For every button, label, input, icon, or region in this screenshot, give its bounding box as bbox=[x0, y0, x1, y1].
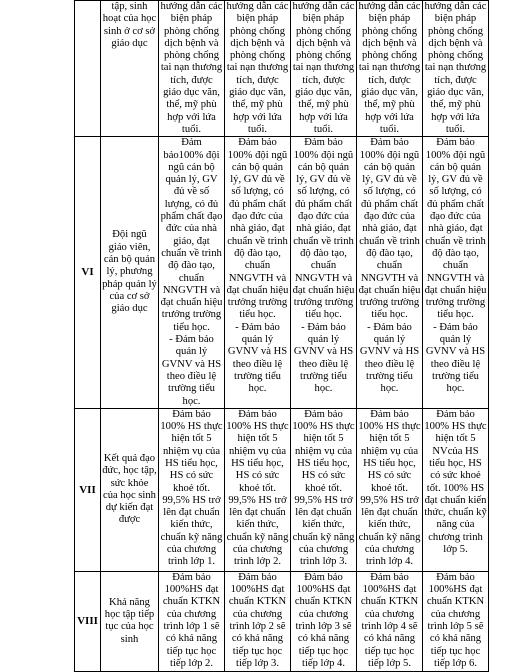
cell-text: Đảm bảo 100% HS thực hiện tốt 5 nhiệm vụ của HS tiểu học, HS có sức khoẻ tốt. 99,5% HS trở lên đạt chuẩn kiến thức, chuẩn kỹ năng của chương trình lớp 3. bbox=[292, 408, 355, 568]
grade-2-cell bbox=[225, 571, 291, 671]
commitment-table bbox=[74, 0, 489, 672]
criterion-text: Khả năng học tập tiếp tục của học sinh bbox=[104, 596, 155, 645]
criterion-text: Đội ngũ giáo viên, cán bộ quản lý, phương pháp quản lý của cơ sở giáo dục bbox=[102, 229, 157, 315]
criterion-text: tập, sinh hoạt của học sinh ở cơ sở giáo dục bbox=[102, 1, 157, 49]
table-row bbox=[75, 408, 489, 571]
cell-text: Đảm bảo 100%HS đạt chuẩn KTKN của chương trình lớp 5 sẽ có khả năng tiếp tục học tiếp lớp 6. bbox=[426, 571, 485, 669]
row-number: VIII bbox=[75, 571, 101, 671]
grade-2-cell bbox=[225, 137, 291, 409]
table-row bbox=[75, 571, 489, 671]
grade-1-cell bbox=[159, 571, 225, 671]
criterion-cell bbox=[101, 408, 159, 571]
cell-text: hướng dẫn các biện pháp phòng chống dịch bệnh và phòng chống tai nạn thương tích, được giáo dục văn, thể, mỹ phù hợp với lứa tuổi. bbox=[292, 1, 355, 135]
row-number: VI bbox=[75, 137, 101, 409]
grade-3-cell bbox=[291, 137, 357, 409]
row-number bbox=[75, 1, 101, 137]
cell-text: Đảm bảo 100% HS thực hiện tốt 5 nhiệm vụ của HS tiểu học, HS có sức khoẻ tốt. 99,5% HS trở lên đạt chuẩn kiến thức, chuẩn kỹ năng của chương trình lớp 4. bbox=[358, 408, 421, 568]
grade-5-cell bbox=[423, 408, 489, 571]
grade-4-cell bbox=[357, 1, 423, 137]
cell-text: Đảm bảo 100% đội ngũ cán bộ quản lý, GV đủ về số lượng, có đủ phẩm chất đạo đức của nhà giáo, đạt chuẩn về trình độ đào tạo, chuẩn NNGVTH và đạt chuẩn hiệu trưởng trường tiểu học. - Đảm bảo quản lý GVNV và HS theo điều lệ trường tiểu học. bbox=[226, 137, 289, 395]
cell-text: Đảm bảo 100% HS thực hiện tốt 5 nhiệm vụ của HS tiểu học, HS có sức khoẻ tốt. 99,5% HS trở lên đạt chuẩn kiến thức, chuẩn kỹ năng của chương trình lớp 1. bbox=[160, 408, 223, 568]
grade-1-cell bbox=[159, 1, 225, 137]
grade-3-cell bbox=[291, 408, 357, 571]
cell-text: Đảm bảo 100% đội ngũ cán bộ quản lý, GV đủ về số lượng, có đủ phẩm chất đạo đức của nhà giáo, đạt chuẩn về trình độ đào tạo, chuẩn NNGVTH và đạt chuẩn hiệu trưởng trường tiểu học. - Đảm bảo quản lý GVNV và HS theo điều lệ trường tiểu học. bbox=[424, 137, 487, 395]
cell-text: Đảm bảo 100% HS thực hiện tốt 5 NVcủa HS tiểu học, HS có sức khoẻ tốt. 100% HS đạt chuẩn kiến thức, chuẩn kỹ năng của chương trình lớp 5. bbox=[424, 408, 487, 556]
criterion-cell bbox=[101, 571, 159, 671]
cell-text: Đảm bảo 100% đội ngũ cán bộ quản lý, GV đủ về số lượng, có đủ phẩm chất đạo đức của nhà giáo, đạt chuẩn về trình độ đào tạo, chuẩn NNGVTH và đạt chuẩn hiệu trưởng trường tiểu học. - Đảm bảo quản lý GVNV và HS theo điều lệ trường tiểu học. bbox=[292, 137, 355, 395]
row-number: VII bbox=[75, 408, 101, 571]
table-row bbox=[75, 1, 489, 137]
grade-4-cell bbox=[357, 571, 423, 671]
grade-1-cell bbox=[159, 408, 225, 571]
grade-3-cell bbox=[291, 571, 357, 671]
criterion-text: Kết quả đạo đức, học tập, sức khỏe của học sinh dự kiến đạt được bbox=[102, 452, 157, 526]
cell-text: hướng dẫn các biện pháp phòng chống dịch bệnh và phòng chống tai nạn thương tích, được giáo dục văn, thể, mỹ phù hợp với lứa tuổi. bbox=[424, 1, 487, 135]
criterion-cell bbox=[101, 137, 159, 409]
cell-text: Đảm bảo 100%HS đạt chuẩn KTKN của chương trình lớp 4 sẽ có khả năng tiếp tục học tiếp lớp 5. bbox=[360, 571, 419, 669]
cell-text: hướng dẫn các biện pháp phòng chống dịch bệnh và phòng chống tai nạn thương tích, được giáo dục văn, thể, mỹ phù hợp với lứa tuổi. bbox=[160, 1, 223, 135]
cell-text: Đảm bảo 100% đội ngũ cán bộ quản lý, GV đủ về số lượng, có đủ phẩm chất đạo đức của nhà giáo, đạt chuẩn về trình độ đào tạo, chuẩn NNGVTH và đạt chuẩn hiệu trưởng trường tiểu học. - Đảm bảo quản lý GVNV và HS theo điều lệ trường tiểu học. bbox=[358, 137, 421, 395]
cell-text: hướng dẫn các biện pháp phòng chống dịch bệnh và phòng chống tai nạn thương tích, được giáo dục văn, thể, mỹ phù hợp với lứa tuổi. bbox=[358, 1, 421, 135]
table-row bbox=[75, 137, 489, 409]
criterion-cell bbox=[101, 1, 159, 137]
cell-text: Đảm bảo 100% HS thực hiện tốt 5 nhiệm vụ của HS tiểu học, HS có sức khoẻ tốt. 99,5% HS trở lên đạt chuẩn kiến thức, chuẩn kỹ năng của chương trình lớp 2. bbox=[226, 408, 289, 568]
grade-3-cell bbox=[291, 1, 357, 137]
grade-5-cell bbox=[423, 1, 489, 137]
grade-5-cell bbox=[423, 571, 489, 671]
grade-1-cell bbox=[159, 137, 225, 409]
cell-text: Đảm bảo 100%HS đạt chuẩn KTKN của chương trình lớp 3 sẽ có khả năng tiếp tục học tiếp lớp 4. bbox=[294, 571, 353, 669]
grade-4-cell bbox=[357, 408, 423, 571]
cell-text: Đảm bảo 100%HS đạt chuẩn KTKN của chương trình lớp 1 sẽ có khả năng tiếp tục học tiếp lớp 2. bbox=[162, 571, 221, 669]
grade-5-cell bbox=[423, 137, 489, 409]
cell-text: Đảm bảo 100%HS đạt chuẩn KTKN của chương trình lớp 2 sẽ có khả năng tiếp tục học tiếp lớp 3. bbox=[228, 571, 287, 669]
grade-4-cell bbox=[357, 137, 423, 409]
cell-text: hướng dẫn các biện pháp phòng chống dịch bệnh và phòng chống tai nạn thương tích, được giáo dục văn, thể, mỹ phù hợp với lứa tuổi. bbox=[226, 1, 289, 135]
cell-text: Đảm bảo100% đội ngũ cán bộ quản lý, GV đủ về số lượng, có đủ phẩm chất đạo đức của nhà giáo, đạt chuẩn về trình độ đào tạo, chuẩn NNGVTH và đạt chuẩn hiệu trưởng trường tiểu học. - Đảm bảo quản lý GVNV và HS theo điều lệ trường tiểu học. bbox=[160, 137, 223, 407]
grade-2-cell bbox=[225, 408, 291, 571]
grade-2-cell bbox=[225, 1, 291, 137]
